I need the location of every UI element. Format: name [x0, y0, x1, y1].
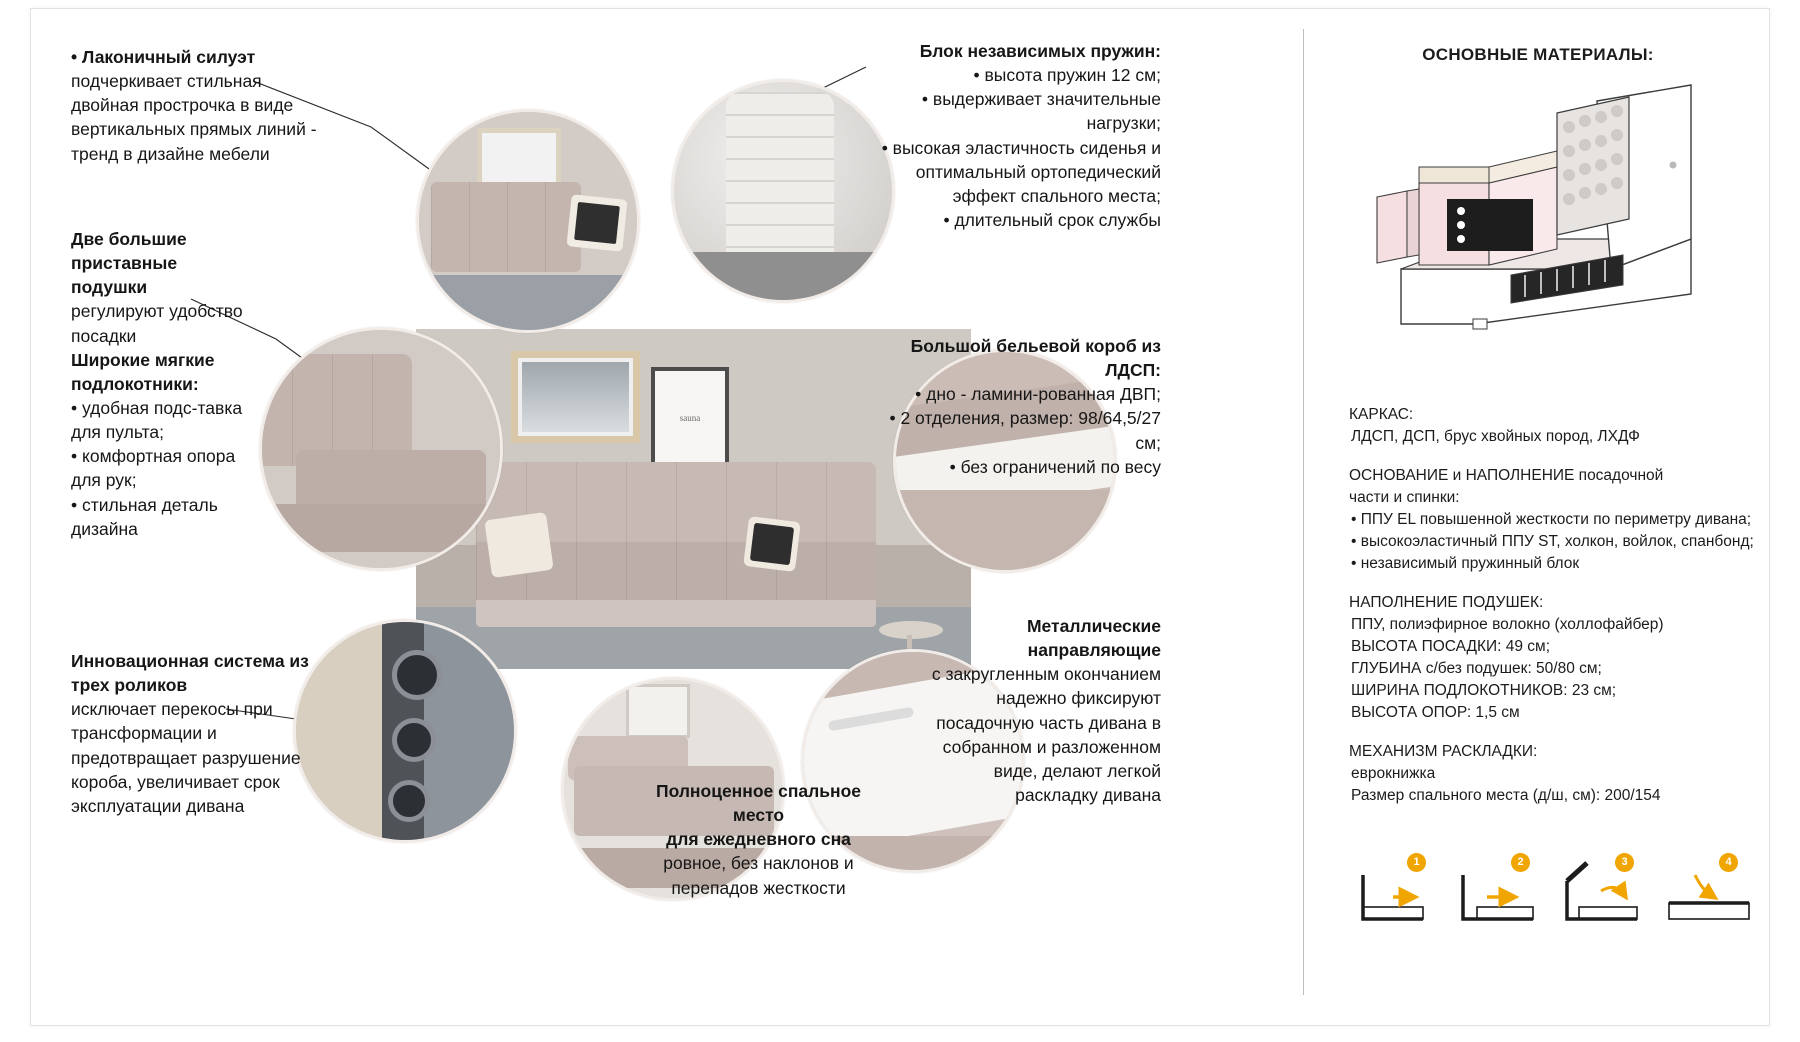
- spec-heading-base: ОСНОВАНИЕ и НАПОЛНЕНИЕ посадочной: [1349, 467, 1664, 484]
- cutaway-svg: [1361, 79, 1731, 339]
- unfold-step-3-number: 3: [1615, 853, 1634, 872]
- callout-cushions-title: Две большие приставные подушки: [71, 229, 187, 298]
- callout-cushions: [71, 227, 256, 541]
- spec-heading-cushions: НАПОЛНЕНИЕ ПОДУШЕК:: [1349, 594, 1544, 611]
- spec-group-mechanism: [1349, 741, 1770, 807]
- spec-line-cushions-2: ВЫСОТА ПОСАДКИ: 49 см;: [1351, 638, 1551, 655]
- detail-photo-springs: [671, 79, 895, 303]
- callout-storage-bullet-2: • 2 отделения, размер: 98/64,5/27 см;: [889, 408, 1161, 453]
- callout-rollers-title: Инновационная система из трех роликов: [71, 651, 309, 696]
- callout-springs-bullet-4: • длительный срок службы: [943, 209, 1161, 230]
- callout-storage-bullet-3: • без ограничений по весу: [949, 456, 1161, 477]
- hero-pillow-right: [743, 516, 801, 572]
- spec-group-cushions: [1349, 592, 1770, 724]
- spec-group-frame: [1349, 404, 1770, 448]
- callout-bed-subtitle: для ежедневного сна: [666, 829, 851, 850]
- callout-silhouette: [71, 45, 326, 166]
- spec-heading-base-2: части и спинки:: [1349, 489, 1460, 506]
- callout-bed-title: Полноценное спальное место: [655, 781, 862, 826]
- unfold-step-1-number: 1: [1407, 853, 1426, 872]
- unfold-step-1: [1349, 857, 1445, 937]
- callout-storage: [876, 334, 1161, 479]
- unfold-step-2-number: 2: [1511, 853, 1530, 872]
- callout-rails-title: Металлические направляющие: [1026, 616, 1161, 661]
- spec-line-base-2: • высокоэластичный ППУ ST, холкон, войлок, спанбонд;: [1351, 533, 1754, 550]
- callout-rollers: [71, 649, 331, 818]
- callout-silhouette-title: • Лаконичный силуэт: [71, 47, 256, 67]
- callout-armrests-bullet-3: • стильная деталь дизайна: [71, 494, 218, 539]
- callout-bed: [651, 779, 866, 900]
- callout-springs-bullet-3: • высокая эластичность сиденья и оптимальный ортопедический эффект спального места;: [881, 137, 1161, 206]
- column-divider: [1303, 29, 1304, 995]
- spec-line-cushions-4: ШИРИНА ПОДЛОКОТНИКОВ: 23 см;: [1351, 682, 1617, 699]
- spec-heading-mechanism: МЕХАНИЗМ РАСКЛАДКИ:: [1349, 743, 1538, 760]
- hero-picture-frame-small: [651, 367, 729, 467]
- callout-armrests-title: Широкие мягкие подлокотники:: [71, 349, 215, 394]
- spec-line-frame-1: ЛДСП, ДСП, брус хвойных пород, ЛХДФ: [1351, 428, 1640, 445]
- poster-sheet: [30, 8, 1770, 1026]
- spec-group-base: [1349, 465, 1770, 575]
- spec-line-cushions-5: ВЫСОТА ОПОР: 1,5 см: [1351, 704, 1520, 721]
- unfold-step-3: [1557, 857, 1653, 937]
- callout-springs-bullet-2: • выдерживает значительные нагрузки;: [921, 89, 1161, 134]
- callout-cushions-body: регулируют удобство посадки: [71, 301, 243, 346]
- spec-line-cushions-1: ППУ, полиэфирное волокно (холлофайбер): [1351, 616, 1664, 633]
- callout-silhouette-body: подчеркивает стильная двойная прострочка в виде вертикальных прямых линий - тренд в дизайне мебели: [71, 71, 317, 164]
- hero-picture-frame-large: [511, 351, 640, 443]
- unfold-step-2-icon: [1453, 857, 1549, 937]
- callout-rollers-body: исключает перекосы при трансформации и предотвращает разрушение короба, увеличивает срок эксплуатации дивана: [71, 699, 301, 816]
- callout-rails: [911, 614, 1161, 807]
- callout-springs-bullet-1: • высота пружин 12 см;: [973, 65, 1161, 86]
- unfold-step-4-number: 4: [1719, 853, 1738, 872]
- callout-armrests-bullet-2: • комфортная опора для рук;: [71, 446, 236, 491]
- callout-armrests-bullet-1: • удобная подс-тавка для пульта;: [71, 397, 243, 443]
- spec-line-cushions-3: ГЛУБИНА с/без подушек: 50/80 см;: [1351, 660, 1602, 677]
- hero-frame-caption: sauna: [679, 413, 701, 423]
- unfold-step-1-icon: [1349, 857, 1445, 937]
- spec-line-base-3: • независимый пружинный блок: [1351, 555, 1580, 572]
- callout-storage-title: Большой бельевой короб из ЛДСП:: [910, 336, 1161, 381]
- callout-springs: [876, 39, 1161, 232]
- spec-heading-frame: КАРКАС:: [1349, 406, 1414, 423]
- unfold-step-2: [1453, 857, 1549, 937]
- spec-line-mechanism-1: еврокнижка: [1351, 765, 1436, 782]
- detail-photo-armrest: [259, 327, 503, 571]
- detail-photo-stitching: [416, 109, 640, 333]
- unfold-step-4-icon: [1661, 857, 1757, 937]
- unfold-steps: [1349, 857, 1769, 947]
- unfold-step-3-icon: [1557, 857, 1653, 937]
- callout-rails-body: с закругленным окончанием надежно фиксируют посадочную часть дивана в собранном и разложенном виде, делают легкой раскладку дивана: [931, 664, 1161, 805]
- materials-specs: [1349, 404, 1770, 824]
- spec-line-mechanism-2: Размер спального места (д/ш, см): 200/154: [1351, 787, 1661, 804]
- callout-storage-bullet-1: • дно - ламини-рованная ДВП;: [915, 384, 1161, 405]
- materials-title: ОСНОВНЫЕ МАТЕРИАЛЫ:: [1422, 45, 1654, 64]
- unfold-step-4: [1661, 857, 1757, 937]
- callout-bed-body: ровное, без наклонов и перепадов жесткости: [663, 853, 854, 898]
- cutaway-diagram: [1361, 79, 1731, 339]
- spec-line-base-1: • ППУ EL повышенной жесткости по периметру дивана;: [1351, 511, 1752, 528]
- callout-springs-title: Блок независимых пружин:: [919, 41, 1161, 61]
